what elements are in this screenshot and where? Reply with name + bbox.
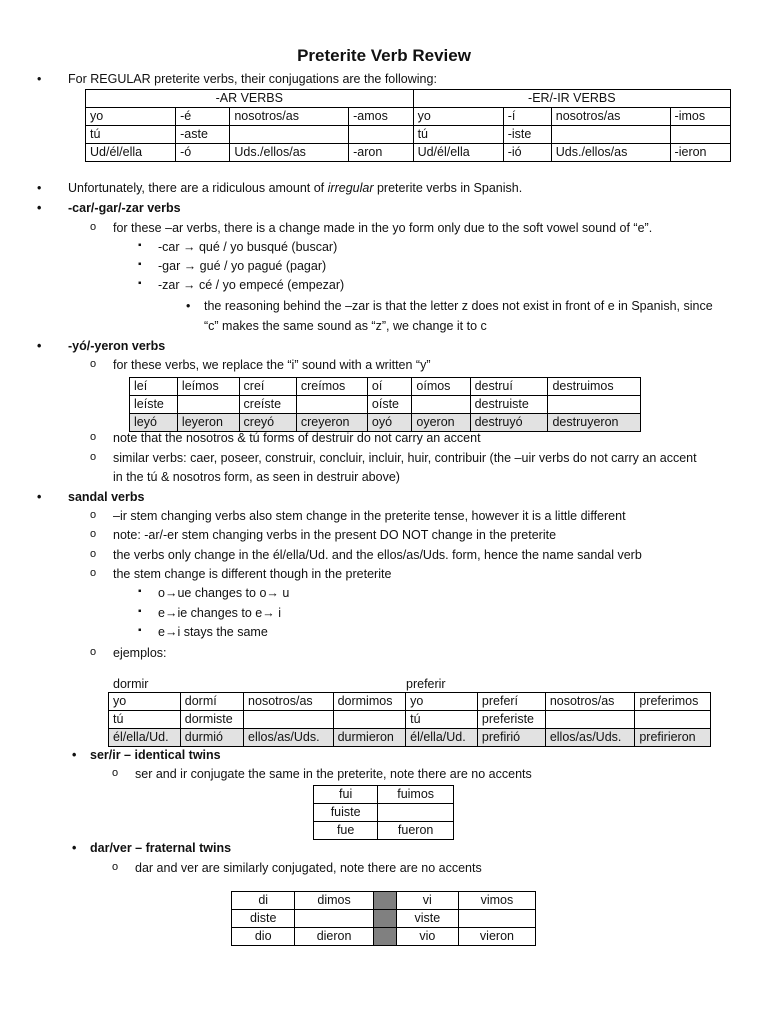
table-cell [458,910,535,928]
table-cell: dormí [180,693,243,711]
ejemplos-label: o ejemplos: [113,646,167,660]
zar-rule: ▪ -zar → cé / yo empecé (empezar) [158,278,344,292]
table-cell: creyeron [296,414,367,432]
sandal-note-1: o –ir stem changing verbs also stem change in the preterite tense, however it is a little different [113,509,626,523]
table-row [86,126,731,144]
sandal-note-4: o the stem change is different though in the preterite [113,567,391,581]
table-cell [412,396,470,414]
car-gar-zar-heading: • -car/-gar/-zar verbs [68,201,181,215]
stem-change-e-ie: ▪ e→ie changes to e→ i [158,606,281,620]
stem-change-e-i: ▪ e→i stays the same [158,625,268,639]
table-cell: dieron [295,928,373,946]
table-cell: oíste [367,396,412,414]
table-cell: -ió [503,144,551,162]
table-row [314,804,454,822]
table-cell: creíste [239,396,296,414]
table-cell: fueron [378,822,454,840]
table-cell: -amos [349,108,413,126]
table-cell: tú [406,711,478,729]
table-cell: Uds./ellos/as [551,144,670,162]
table-cell: nosotros/as [230,108,349,126]
table-cell: nosotros/as [244,693,334,711]
table-row [314,786,454,804]
table-cell: tú [86,126,176,144]
zar-reason-line1: • the reasoning behind the –zar is that the letter z does not exist in front of e in Spanish, since [204,299,713,313]
zar-reason-line2: “c” makes the same sound as “z”, we change it to c [204,319,487,333]
table-cell: creímos [296,378,367,396]
table-row [232,892,536,910]
dar-ver-note: o dar and ver are similarly conjugated, note there are no accents [135,861,482,875]
table-cell [349,126,413,144]
table-cell [635,711,711,729]
table-cell: -ieron [670,144,730,162]
table-cell: yo [406,693,478,711]
table-cell: nosotros/as [545,693,635,711]
table-cell: -é [176,108,230,126]
destruir-accent-note: o note that the nosotros & tú forms of destruir do not carry an accent [113,431,481,445]
table-row [314,822,454,840]
regular-conjugation-table [85,89,731,162]
table-cell: destruimos [548,378,641,396]
table-cell: Ud/él/ella [86,144,176,162]
similar-verbs-line2: in the tú & nosotros form, as seen in destruir above) [113,470,400,484]
divider-cell [373,910,396,928]
table-row [86,108,731,126]
ser-ir-table [313,785,454,840]
er-ir-verbs-header: -ER/-IR VERBS [413,90,730,108]
divider-cell [373,928,396,946]
similar-verbs-line1: o similar verbs: caer, poseer, construir, concluir, incluir, huir, contribuir (the –uir verbs do not carry an accent [113,451,697,465]
table-cell: durmieron [333,729,406,747]
table-cell: -aron [349,144,413,162]
table-row [86,144,731,162]
table-cell: tú [413,126,503,144]
table-cell: di [232,892,295,910]
ser-ir-heading: • ser/ir – identical twins [90,748,221,762]
table-cell: preferí [477,693,545,711]
table-cell [296,396,367,414]
table-cell: dormimos [333,693,406,711]
table-cell: destruiste [470,396,548,414]
table-row [232,910,536,928]
table-cell: fue [314,822,378,840]
table-cell: tú [109,711,181,729]
table-row [109,729,711,747]
table-cell: prefirieron [635,729,711,747]
stem-change-o-ue: ▪ o→ue changes to o→ u [158,586,289,600]
table-cell: -iste [503,126,551,144]
table-cell: preferimos [635,693,711,711]
table-cell: leímos [177,378,239,396]
dormir-label: dormir [113,677,149,691]
table-cell: Ud/él/ella [413,144,503,162]
yo-yeron-table [129,377,641,432]
table-row [109,711,711,729]
ser-ir-note: o ser and ir conjugate the same in the preterite, note there are no accents [135,767,532,781]
dar-ver-table [231,891,536,946]
divider-cell [373,892,396,910]
table-cell: creyó [239,414,296,432]
table-cell: leí [130,378,178,396]
table-cell: viste [396,910,458,928]
table-cell: fuiste [314,804,378,822]
table-cell: vieron [458,928,535,946]
table-row [109,693,711,711]
sandal-verbs-table [108,692,711,747]
table-cell [545,711,635,729]
table-cell: él/ella/Ud. [406,729,478,747]
yo-yeron-heading: • -yó/-yeron verbs [68,339,165,353]
table-cell [295,910,373,928]
sandal-note-2: o note: -ar/-er stem changing verbs in the present DO NOT change in the preterite [113,528,556,542]
table-cell: durmió [180,729,243,747]
table-cell: -ó [176,144,230,162]
table-cell: vimos [458,892,535,910]
table-row [130,378,641,396]
table-cell: él/ella/Ud. [109,729,181,747]
car-rule: ▪ -car → qué / yo busqué (buscar) [158,240,337,254]
table-cell: yo [109,693,181,711]
table-cell: prefirió [477,729,545,747]
table-cell: -í [503,108,551,126]
table-cell: dormiste [180,711,243,729]
table-row [130,414,641,432]
table-cell [548,396,641,414]
table-cell: vi [396,892,458,910]
table-cell: diste [232,910,295,928]
table-cell: creí [239,378,296,396]
dar-ver-heading: • dar/ver – fraternal twins [90,841,231,855]
table-cell: preferiste [477,711,545,729]
page-title: Preterite Verb Review [297,46,471,65]
gar-rule: ▪ -gar → gué / yo pagué (pagar) [158,259,326,273]
table-cell: vio [396,928,458,946]
table-cell: leyó [130,414,178,432]
table-cell: Uds./ellos/as [230,144,349,162]
table-cell: oí [367,378,412,396]
table-row [130,396,641,414]
table-cell: dimos [295,892,373,910]
table-cell: ellos/as/Uds. [545,729,635,747]
yo-yeron-note: o for these verbs, we replace the “i” sound with a written “y” [113,358,431,372]
table-cell [230,126,349,144]
table-cell: dio [232,928,295,946]
car-gar-zar-note: o for these –ar verbs, there is a change made in the yo form only due to the soft vowel sound of “e”. [113,221,652,235]
preferir-label: preferir [406,677,446,691]
table-cell: destruyó [470,414,548,432]
table-cell: -imos [670,108,730,126]
irregular-note: • Unfortunately, there are a ridiculous amount of irregular preterite verbs in Spanish. [68,181,522,195]
table-cell: yo [413,108,503,126]
table-cell: destruyeron [548,414,641,432]
table-cell: leíste [130,396,178,414]
table-cell: oímos [412,378,470,396]
table-cell [670,126,730,144]
table-cell [333,711,406,729]
sandal-verbs-heading: • sandal verbs [68,490,144,504]
table-cell [177,396,239,414]
table-cell: yo [86,108,176,126]
sandal-note-3: o the verbs only change in the él/ella/Ud. and the ellos/as/Uds. form, hence the name sandal verb [113,548,642,562]
table-cell: destruí [470,378,548,396]
table-cell [378,804,454,822]
table-cell: oyeron [412,414,470,432]
table-cell: fuimos [378,786,454,804]
table-cell: fui [314,786,378,804]
table-cell: leyeron [177,414,239,432]
table-cell: nosotros/as [551,108,670,126]
table-cell [551,126,670,144]
ar-verbs-header: -AR VERBS [86,90,414,108]
table-row [232,928,536,946]
table-cell: ellos/as/Uds. [244,729,334,747]
table-cell [244,711,334,729]
regular-intro: • For REGULAR preterite verbs, their conjugations are the following: [68,72,437,86]
table-cell: -aste [176,126,230,144]
table-cell: oyó [367,414,412,432]
